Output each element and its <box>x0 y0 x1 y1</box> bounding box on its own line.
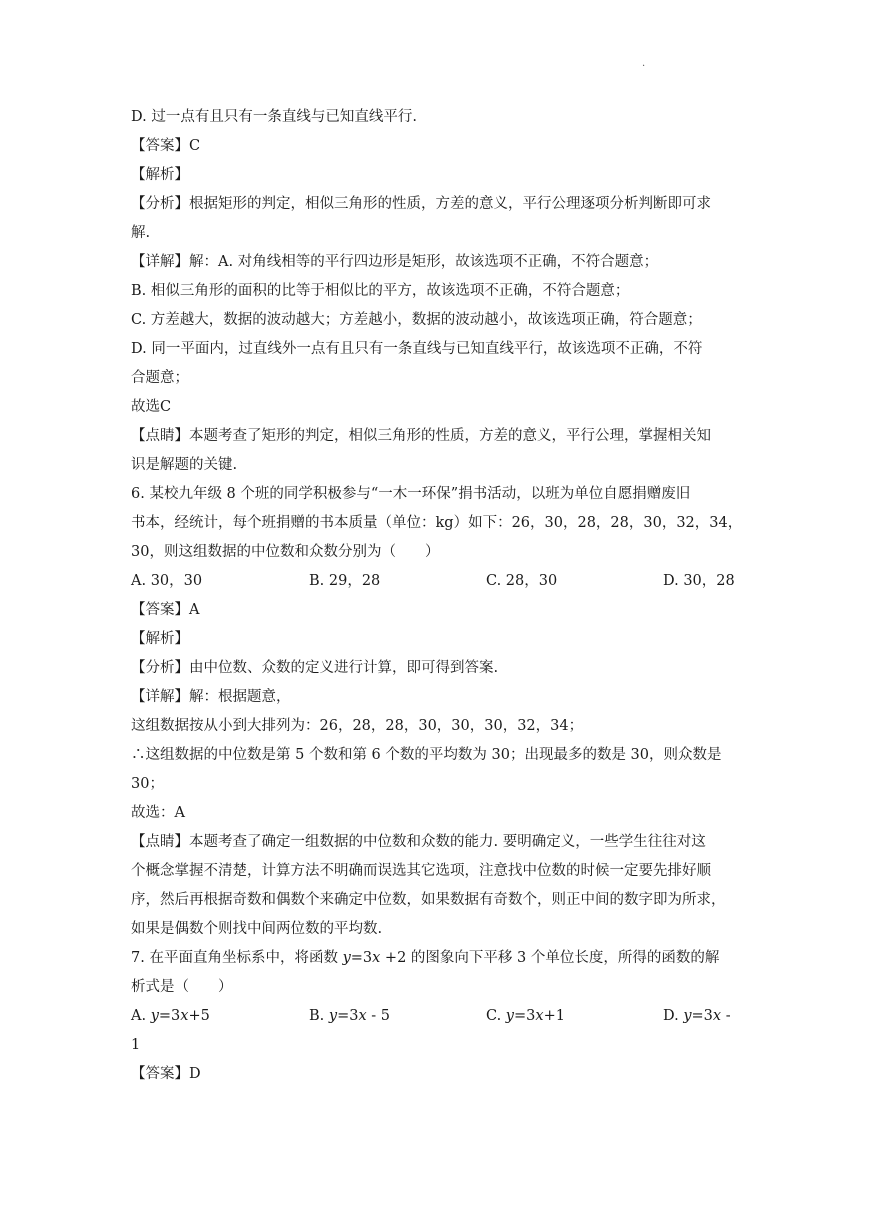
q6-stem-line-3: 30，则这组数据的中位数和众数分别为（ ） <box>131 544 440 560</box>
q7-var-y: y <box>342 950 351 966</box>
q7-option-d-post: - <box>721 1008 731 1024</box>
q7-stem-line-1 <box>131 944 741 973</box>
q7-option-a <box>131 1002 210 1031</box>
q6-analysis-label: 【解析】 <box>131 631 189 647</box>
q7-option-c-eq: =3 <box>514 1008 536 1024</box>
q7-option-d-y: y <box>683 1008 692 1024</box>
q7-stem-part-c: +2 的图象向下平移 3 个单位长度，所得的函数的解 <box>380 950 720 966</box>
q6-detail-line-3: ∴这组数据的中位数是第 5 个数和第 6 个数的平均数为 30；出现最多的数是 30，则众数是 <box>131 747 722 763</box>
q6-option-c: C. 28，30 <box>486 573 558 589</box>
q6-comment-line-4: 如果是偶数个则找中间两位数的平均数. <box>131 921 383 937</box>
q7-stem-part-a: 7. 在平面直角坐标系中，将函数 <box>131 950 343 966</box>
q7-option-d-x: x <box>712 1008 722 1024</box>
q5-fenxi-line-1: 【分析】根据矩形的判定，相似三角形的性质，方差的意义，平行公理逐项分析判断即可求 <box>131 196 711 212</box>
q5-answer: 【答案】C <box>131 138 201 154</box>
q6-option-b: B. 29，28 <box>309 573 381 589</box>
q7-option-b-x: x <box>358 1008 367 1024</box>
q7-option-d-prefix: D. <box>663 1008 684 1024</box>
q7-stem-line-2: 析式是（ ） <box>131 979 233 995</box>
q7-options <box>131 1002 741 1031</box>
q6-stem-line-1: 6. 某校九年级 8 个班的同学积极参与“一木一环保”捐书活动，以班为单位自愿捐赠废旧 <box>131 486 691 502</box>
q7-var-x: x <box>372 950 381 966</box>
q6-detail-line-1: 【详解】解：根据题意， <box>131 689 291 705</box>
q6-fenxi: 【分析】由中位数、众数的定义进行计算，即可得到答案. <box>131 660 499 676</box>
q6-comment-line-1: 【点睛】本题考查了确定一组数据的中位数和众数的能力. 要明确定义，一些学生往往对这 <box>131 834 706 850</box>
q7-option-d-eq: =3 <box>691 1008 713 1024</box>
q5-comment-line-2: 识是解题的关键. <box>131 457 238 473</box>
q5-detail-line-4: D. 同一平面内，过直线外一点有且只有一条直线与已知直线平行，故该选项不正确，不符 <box>131 341 703 357</box>
q7-option-a-y: y <box>150 1008 159 1024</box>
q5-option-d: D. 过一点有且只有一条直线与已知直线平行. <box>131 109 417 125</box>
q7-option-b-y: y <box>328 1008 338 1024</box>
q7-option-c-y: y <box>505 1008 514 1024</box>
q7-option-b-prefix: B. <box>309 1008 329 1024</box>
q7-stem-part-b: =3 <box>350 950 373 966</box>
q7-option-b <box>309 1002 390 1031</box>
q7-option-a-prefix: A. <box>131 1008 151 1024</box>
q6-comment-line-2: 个概念掌握不清楚，计算方法不明确而误选其它选项，注意找中位数的时候一定要先排好顺 <box>131 863 711 879</box>
q7-answer: 【答案】D <box>131 1066 201 1082</box>
q6-stem-line-2: 书本，经统计，每个班捐赠的书本质量（单位：kg）如下：26，30，28，28，30，32，34， <box>131 515 743 531</box>
q7-option-d <box>663 1002 731 1031</box>
q6-detail-line-4: 30； <box>131 776 164 792</box>
q7-option-c-x: x <box>535 1008 544 1024</box>
q7-option-b-post: - 5 <box>366 1008 390 1024</box>
q5-detail-line-5: 合题意； <box>131 370 189 386</box>
q5-detail-line-1: 【详解】解：A. 对角线相等的平行四边形是矩形，故该选项不正确，不符合题意； <box>131 254 659 270</box>
q6-choose: 故选：A <box>131 805 185 821</box>
q5-fenxi-line-2: 解. <box>131 225 151 241</box>
q5-detail-line-3: C. 方差越大，数据的波动越大；方差越小，数据的波动越小，故该选项正确，符合题意； <box>131 312 702 328</box>
q6-comment-line-3: 序，然后再根据奇数和偶数个来确定中位数，如果数据有奇数个，则正中间的数字即为所求， <box>131 892 726 908</box>
q6-detail-line-2: 这组数据按从小到大排列为：26，28，28，30，30，30，32，34； <box>131 718 584 734</box>
q7-option-a-x: x <box>180 1008 189 1024</box>
q7-option-a-eq: =3 <box>158 1008 181 1024</box>
q5-detail-line-2: B. 相似三角形的面积的比等于相似比的平方，故该选项不正确，不符合题意； <box>131 283 630 299</box>
q7-option-b-eq: =3 <box>337 1008 359 1024</box>
q7-option-c-prefix: C. <box>486 1008 506 1024</box>
q5-comment-line-1: 【点睛】本题考查了矩形的判定，相似三角形的性质，方差的意义，平行公理，掌握相关知 <box>131 428 711 444</box>
q7-option-a-post: +5 <box>188 1008 210 1024</box>
q6-option-a: A. 30，30 <box>131 573 203 589</box>
q5-analysis-label: 【解析】 <box>131 167 189 183</box>
q7-option-d-wrap: 1 <box>131 1037 141 1053</box>
document-body <box>131 103 741 1089</box>
q5-choose: 故选C <box>131 399 172 415</box>
q7-option-c <box>486 1002 565 1031</box>
q6-option-d: D. 30，28 <box>663 573 735 589</box>
page-dot: . <box>642 58 646 69</box>
q7-option-c-post: +1 <box>543 1008 565 1024</box>
q6-options <box>131 567 741 596</box>
q6-answer: 【答案】A <box>131 602 200 618</box>
